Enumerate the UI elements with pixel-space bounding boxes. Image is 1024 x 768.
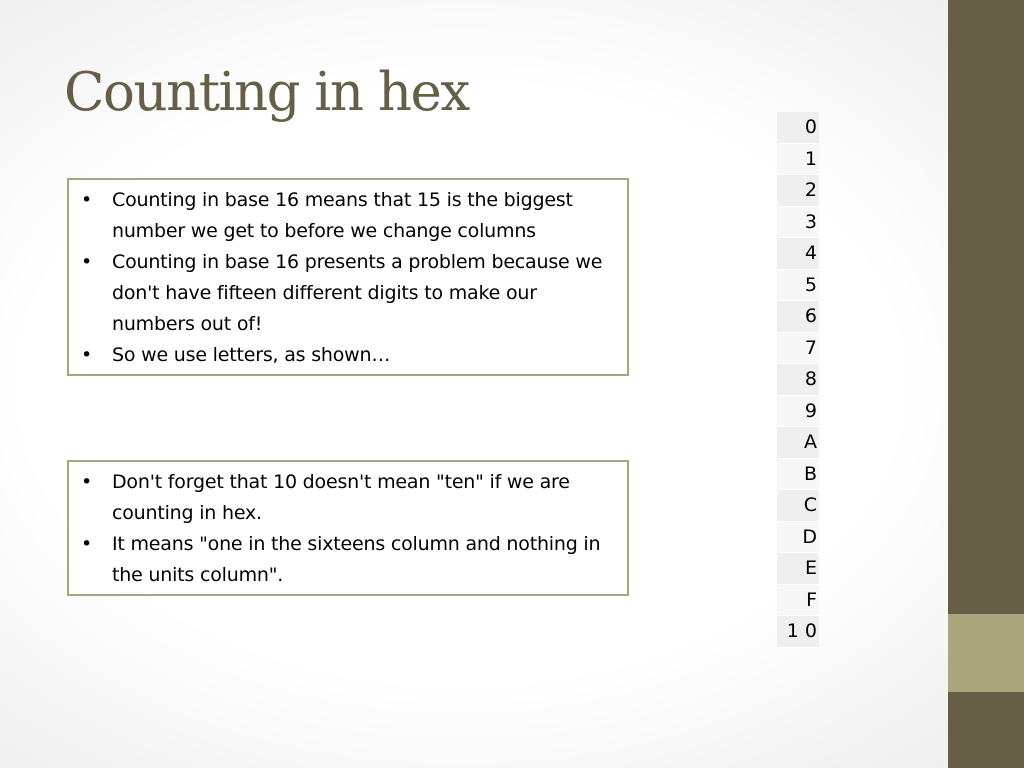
- table-row: [777, 206, 819, 238]
- bullet-text: It means "one in the sixteens column and nothing in the units column".: [112, 533, 601, 586]
- bullet-list-bottom: [81, 467, 617, 591]
- table-row: [777, 269, 819, 301]
- table-row: [777, 584, 819, 616]
- bullet-icon: •: [81, 251, 93, 273]
- table-row: [777, 301, 819, 333]
- hex-digit-cell: 1 0: [777, 616, 819, 648]
- hex-digit-cell: E: [777, 553, 819, 585]
- hex-digit-cell: 1: [777, 143, 819, 175]
- bullet-item: [81, 467, 617, 529]
- table-row: [777, 332, 819, 364]
- table-row: [777, 395, 819, 427]
- hex-digit-cell: D: [777, 521, 819, 553]
- hex-digit-cell: 8: [777, 364, 819, 396]
- table-row: [777, 521, 819, 553]
- table-row: [777, 175, 819, 207]
- bullet-icon: •: [81, 471, 93, 493]
- bullet-item: [81, 529, 617, 591]
- table-row: [777, 553, 819, 585]
- text-box-bottom: [67, 460, 629, 596]
- table-row: [777, 143, 819, 175]
- bullet-text: So we use letters, as shown…: [112, 344, 391, 366]
- hex-digit-cell: A: [777, 427, 819, 459]
- table-row: [777, 490, 819, 522]
- bullet-item: [81, 340, 617, 371]
- table-row: [777, 458, 819, 490]
- bullet-text: Counting in base 16 presents a problem because we don't have fifteen different digits to make our numbers out of!: [112, 251, 603, 335]
- hex-digit-cell: F: [777, 584, 819, 616]
- hex-digit-cell: 9: [777, 395, 819, 427]
- bullet-item: [81, 185, 617, 247]
- side-accent-decoration: [948, 614, 1024, 692]
- hex-digit-cell: 6: [777, 301, 819, 333]
- bullet-list-top: [81, 185, 617, 371]
- hex-digit-cell: 0: [777, 112, 819, 143]
- hex-digit-cell: C: [777, 490, 819, 522]
- table-row: [777, 238, 819, 270]
- bullet-icon: •: [81, 533, 93, 555]
- hex-digit-cell: 4: [777, 238, 819, 270]
- hex-digit-cell: B: [777, 458, 819, 490]
- table-row: [777, 427, 819, 459]
- table-row: [777, 616, 819, 648]
- hex-digit-cell: 2: [777, 175, 819, 207]
- bullet-text: Don't forget that 10 doesn't mean "ten" if we are counting in hex.: [112, 471, 570, 524]
- bullet-text: Counting in base 16 means that 15 is the biggest number we get to before we change columns: [112, 189, 573, 242]
- bullet-icon: •: [81, 189, 93, 211]
- hex-digit-cell: 3: [777, 206, 819, 238]
- text-box-top: [67, 178, 629, 376]
- bullet-icon: •: [81, 344, 93, 366]
- hex-digit-cell: 5: [777, 269, 819, 301]
- table-row: [777, 112, 819, 143]
- hex-digit-table: [777, 112, 819, 648]
- table-row: [777, 364, 819, 396]
- slide-title: Counting in hex: [64, 62, 469, 123]
- hex-digit-cell: 7: [777, 332, 819, 364]
- bullet-item: [81, 247, 617, 340]
